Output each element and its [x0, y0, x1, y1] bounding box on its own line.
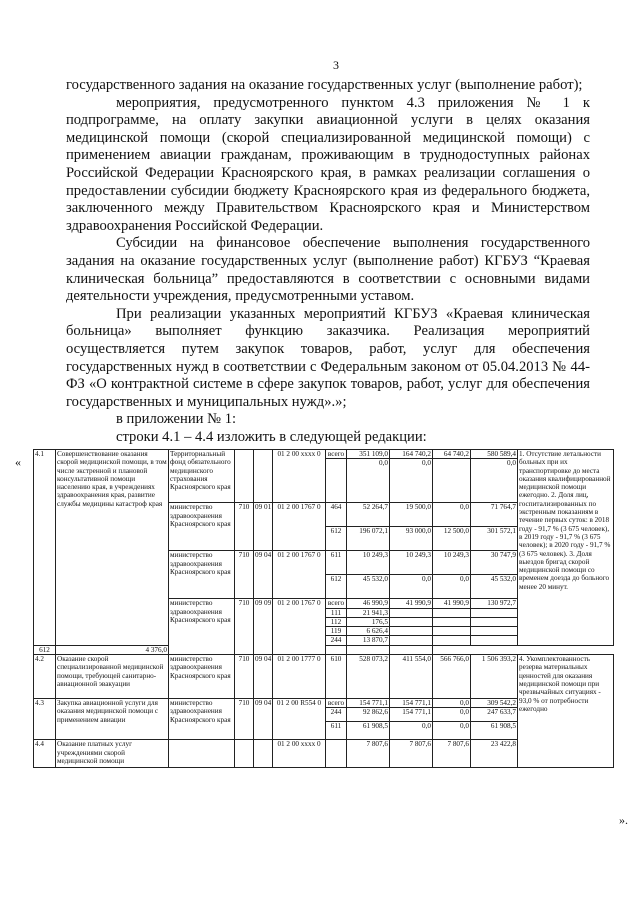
vr-code: всего: [326, 699, 347, 708]
value-2018: 176,5: [347, 617, 390, 626]
value-2018: 0,0: [347, 459, 390, 503]
grbs-name: министерство здравоохранения Красноярского края: [169, 699, 235, 740]
kcsr-code: 01 2 00 хххх 0: [273, 450, 326, 503]
vr-code: 610: [326, 655, 347, 699]
grbs-name: Территориальный фонд обязательного медицинского страхования Красноярского края: [169, 450, 235, 503]
rzpr-code: 09 09: [254, 599, 273, 655]
value-2019: 10 249,3: [390, 551, 433, 575]
value-2020: 10 249,3: [433, 551, 471, 575]
grbs-code: 710: [235, 551, 254, 599]
value-2020: 0,0: [433, 708, 471, 722]
value-total: 0,0: [471, 459, 518, 503]
value-2019: 154 771,1: [390, 699, 433, 708]
value-total: 23 422,8: [471, 740, 518, 768]
value-2019: 41 990,9: [390, 599, 433, 608]
vr-code: 244: [326, 708, 347, 722]
value-2018: 528 073,2: [347, 655, 390, 699]
kcsr-code: 01 2 00 хххх 0: [273, 740, 326, 768]
vr-code: 612: [326, 575, 347, 599]
rzpr-code: 09 01: [254, 503, 273, 551]
vr-code: 111: [326, 608, 347, 617]
kcsr-code: 01 2 00 1767 0: [273, 551, 326, 599]
vr-code: 611: [326, 551, 347, 575]
grbs-code: 710: [235, 655, 254, 699]
rzpr-code: 09 04: [254, 699, 273, 740]
value-2018: 45 532,0: [347, 575, 390, 599]
grbs-name: министерство здравоохранения Красноярского края: [169, 599, 235, 655]
value-total: 580 589,4: [471, 450, 518, 459]
value-total: 71 764,7: [471, 503, 518, 527]
value-2018: 351 109,0: [347, 450, 390, 459]
grbs-code: 710: [235, 699, 254, 740]
value-2020: 7 807,6: [433, 740, 471, 768]
vr-code: 611: [326, 722, 347, 740]
kcsr-code: 01 2 00 R554 0: [273, 699, 326, 740]
value-2018: 196 072,1: [347, 527, 390, 551]
value-2019: 154 771,1: [390, 708, 433, 722]
expected-result: 1. Отсутствие летальности больных при их транспортировке до места оказания квалифицированной медицинской помощи ежегодно. 2. Доля лиц, госпитализированных по экстренным показаниям в течение первых суток: в 2018 году - 91,7 % (3 675 человек), в 2019 году - 91,7 % (3 675 человек); в 2020 году - 91,7 % (3 675 человек). 3. Доля выездов бригад скорой медицинской помощи со временем доезда до больного менее 20 минут.: [518, 450, 614, 646]
row-num: 4.3: [34, 699, 56, 740]
paragraph-1: государственного задания на оказание государственных услуг (выполнение работ);: [66, 77, 583, 93]
value-2019: 164 740,2: [390, 450, 433, 459]
vr-code: 464: [326, 503, 347, 527]
expected-result: 4. Укомплектованность резерва материальных ценностей для оказания медицинской помощи при чрезвычайных ситуациях - 93,0 % от потребности ежегодно: [518, 655, 614, 768]
quote-open: «: [15, 455, 21, 469]
row-num: 4.1: [34, 450, 56, 646]
kcsr-code: 01 2 00 1767 0: [273, 503, 326, 551]
value-2020: 566 766,0: [433, 655, 471, 699]
table-row: [34, 450, 614, 459]
value-2019: 411 554,0: [390, 655, 433, 699]
value-2018: 21 941,3: [347, 608, 390, 617]
value-2020: 0,0: [433, 699, 471, 708]
vr-code: 112: [326, 617, 347, 626]
value-total: 1 506 393,2: [471, 655, 518, 699]
value-2019: 19 500,0: [390, 503, 433, 527]
value-total: 301 572,1: [471, 527, 518, 551]
value-total: 30 747,9: [471, 551, 518, 575]
paragraph-2: мероприятия, предусмотренного пунктом 4.3 приложения № 1 к подпрограмме, на оплату закупки авиационной услуги в целях оказания медицинской помощи (скорой специализированной медицинской помощи) с применением авиации гражданам, проживающим в труднодоступных районах Российской Федерации Красноярского края, в рамках реализации соглашения о предоставлении субсидии бюджету Красноярского края из федерального бюджета, заключенного между Правительством Красноярского края и Министерством здравоохранения Российской Федерации.: [66, 94, 590, 234]
value-2019: 0,0: [390, 575, 433, 599]
body-text: [66, 77, 590, 446]
value-total: 130 972,7: [471, 599, 518, 608]
quote-close: ».: [619, 813, 628, 827]
page-number: 3: [333, 58, 339, 72]
value-2020: 0,0: [433, 503, 471, 527]
value-2020: 12 500,0: [433, 527, 471, 551]
value-total: 309 542,2: [471, 699, 518, 708]
kcsr-code: 01 2 00 1767 0: [273, 599, 326, 655]
value-total: 45 532,0: [471, 575, 518, 599]
value-2019: 93 000,0: [390, 527, 433, 551]
grbs-name: министерство здравоохранения Красноярского края: [169, 655, 235, 699]
value-2019: 7 807,6: [390, 740, 433, 768]
value-2020: 41 990,9: [433, 599, 471, 608]
row-num: 4.2: [34, 655, 56, 699]
paragraph-4: При реализации указанных мероприятий КГБУЗ «Краевая клиническая больница» выполняет функцию заказчика. Реализация мероприятий осуществляется путем закупок товаров, работ, услуг для обеспечения государственных нужд в соответствии с Федеральным законом от 05.04.2013 № 44-ФЗ «О контрактной системе в сфере закупок товаров, работ, услуг для обеспечения государственных и муниципальных нужд».»;: [66, 305, 590, 410]
vr-code: 612: [326, 527, 347, 551]
paragraph-6: строки 4.1 – 4.4 изложить в следующей редакции:: [116, 428, 427, 445]
grbs-name: министерство здравоохранения Красноярского края: [169, 503, 235, 551]
grbs-code: 710: [235, 503, 254, 551]
program-table: [33, 449, 614, 768]
grbs-code: 710: [235, 599, 254, 655]
value-total: 61 908,5: [471, 722, 518, 740]
paragraph-3: Субсидии на финансовое обеспечение выполнения государственного задания на оказание государственных услуг (выполнение работ) КГБУЗ “Краевая клиническая больница” предоставляются в соответствии с основными видами деятельности учреждения, предусмотренными уставом.: [66, 235, 590, 305]
vr-code: 244: [326, 636, 347, 645]
table-row: [34, 655, 614, 699]
value-2018: 4 376,0: [56, 645, 169, 654]
vr-code: 612: [34, 645, 56, 654]
measure-name: Оказание скорой специализированной медицинской помощи, требующей санитарно-авиационной эвакуации: [56, 655, 169, 699]
vr-code: всего: [326, 450, 347, 459]
value-2018: 46 990,9: [347, 599, 390, 608]
rzpr-code: 09 04: [254, 551, 273, 599]
grbs-name: министерство здравоохранения Красноярского края: [169, 551, 235, 599]
value-2020: 0,0: [433, 575, 471, 599]
value-2018: 6 626,4: [347, 627, 390, 636]
value-2020: [433, 459, 471, 503]
kcsr-code: 01 2 00 1777 0: [273, 655, 326, 699]
value-2018: 154 771,1: [347, 699, 390, 708]
rzpr-code: 09 04: [254, 655, 273, 699]
row-num: 4.4: [34, 740, 56, 768]
value-total: 247 633,7: [471, 708, 518, 722]
value-2018: 7 807,6: [347, 740, 390, 768]
value-2020: 0,0: [433, 722, 471, 740]
value-2018: 92 862,6: [347, 708, 390, 722]
measure-name: Совершенствование оказания скорой медицинской помощи, в том числе экстренной и плановой консультативной помощи населению края, в учреждениях здравоохранения края, развитие службы медицины катастроф края: [56, 450, 169, 646]
measure-name: Оказание платных услуг учреждениями скорой медицинской помощи: [56, 740, 169, 768]
value-2018: 10 249,3: [347, 551, 390, 575]
value-2019: 0,0: [390, 459, 433, 503]
value-2018: 61 908,5: [347, 722, 390, 740]
value-2019: 0,0: [390, 722, 433, 740]
value-2020: 64 740,2: [433, 450, 471, 459]
vr-code: всего: [326, 599, 347, 608]
value-2018: 13 870,7: [347, 636, 390, 645]
measure-name: Закупка авиационной услуги для оказания медицинской помощи с применением авиации: [56, 699, 169, 740]
value-2018: 52 264,7: [347, 503, 390, 527]
paragraph-5: в приложении № 1:: [116, 411, 237, 428]
vr-code: 119: [326, 627, 347, 636]
